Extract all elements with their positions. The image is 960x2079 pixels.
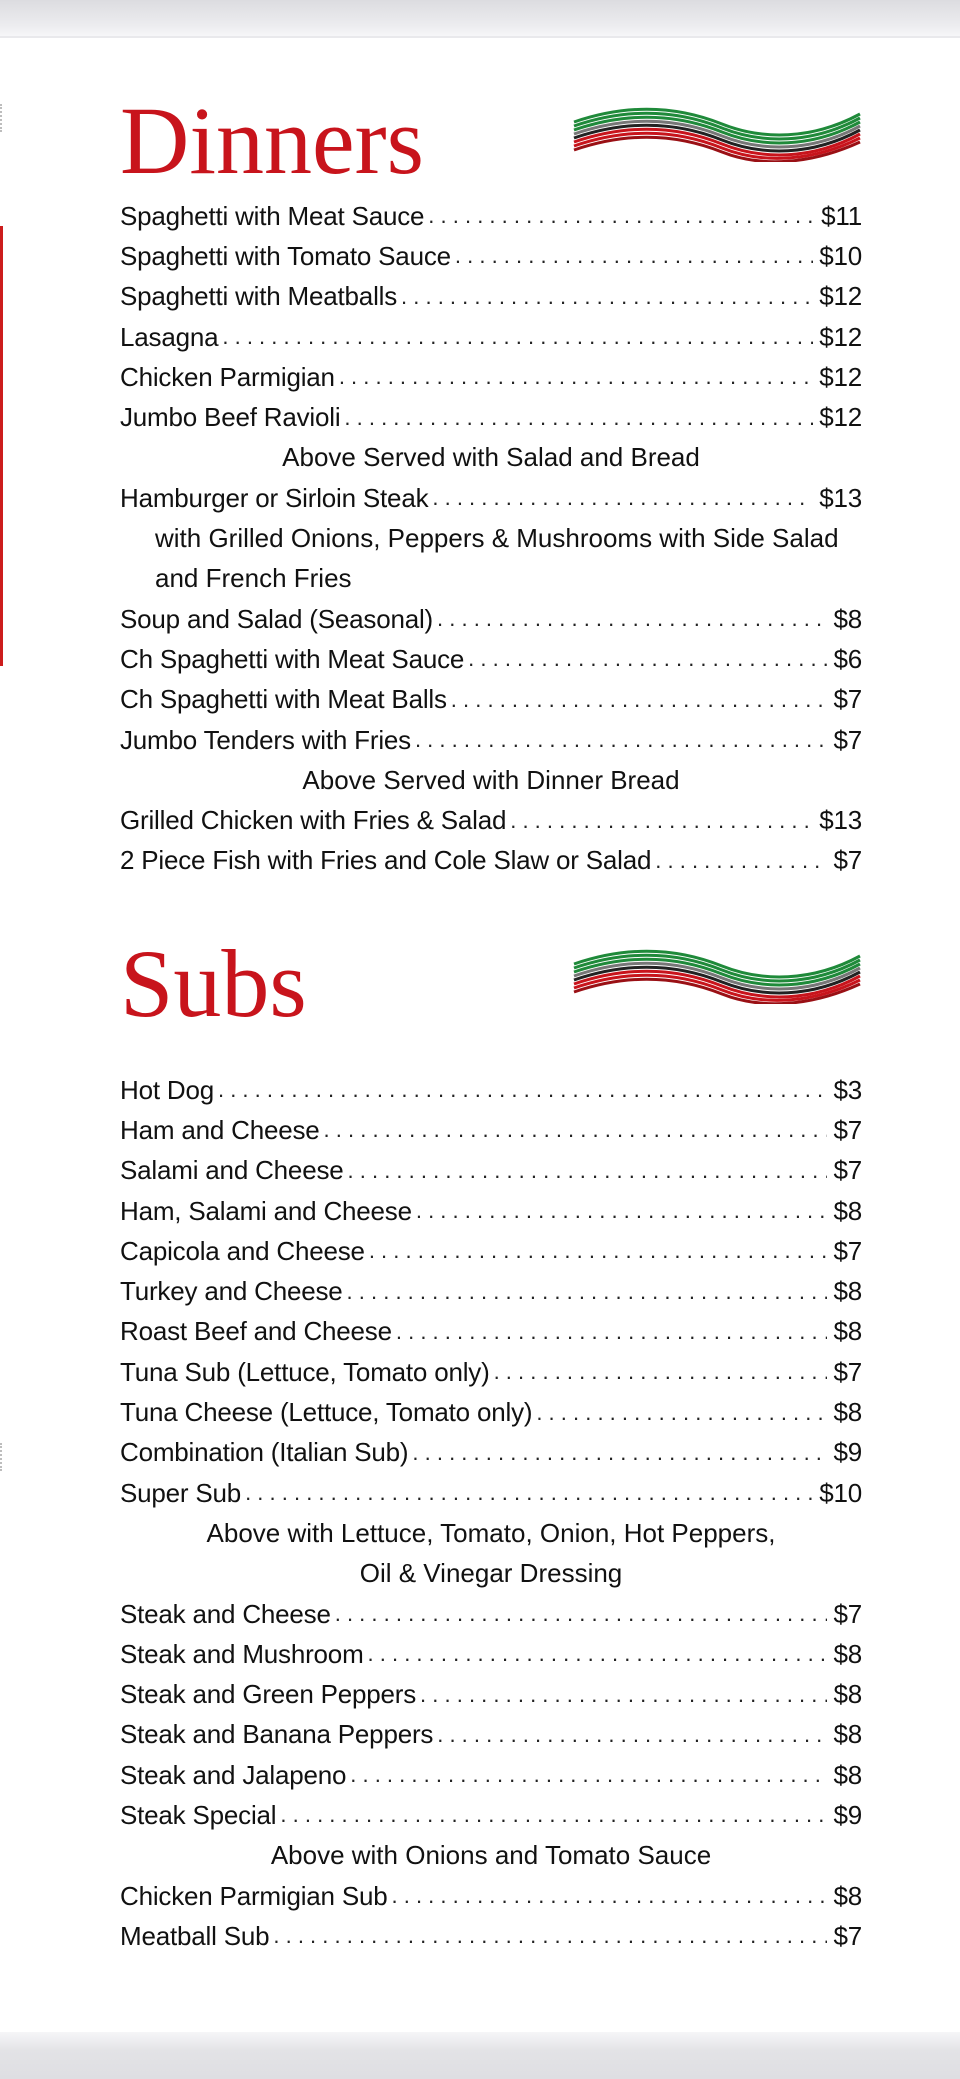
menu-item-price: $13 [819,482,862,513]
menu-item-row [120,1070,862,1110]
dot-leader [392,1883,828,1909]
menu-item-price: $8 [833,603,862,634]
menu-item-price: $12 [819,402,862,433]
menu-item-price: $12 [819,361,862,392]
menu-item-name: Hamburger or Sirloin Steak [120,482,429,513]
menu-item-name: Grilled Chicken with Fries & Salad [120,805,507,836]
menu-item-name: Spaghetti with Meatballs [120,281,398,312]
menu-item-price: $8 [833,1759,862,1790]
menu-item-row [120,720,862,760]
italian-flag-wave-icon [572,942,862,1004]
menu-item-name: Roast Beef and Cheese [120,1316,392,1347]
dot-leader [451,687,828,713]
italian-flag-wave-icon [572,100,862,162]
menu-item-row [120,277,862,317]
menu-item-price: $12 [819,281,862,312]
menu-item-row [120,1110,862,1150]
dot-leader [536,1400,827,1426]
dot-leader [416,1198,828,1224]
menu-item-price: $7 [833,1114,862,1145]
menu-item-row [120,1594,862,1634]
menu-page [0,38,960,2032]
dot-leader [455,243,813,269]
menu-item-row [120,1231,862,1271]
menu-item-name: Combination (Italian Sub) [120,1437,409,1468]
menu-item-name: Spaghetti with Tomato Sauce [120,240,451,271]
menu-item-price: $8 [833,1276,862,1307]
menu-item-row [120,1392,862,1432]
menu-item-row [120,357,862,397]
menu-item-price: $8 [833,1397,862,1428]
menu-item-name: Steak and Jalapeno [120,1759,347,1790]
menu-item-price: $7 [833,684,862,715]
menu-item-name: Steak and Mushroom [120,1638,364,1669]
menu-item-price: $6 [833,643,862,674]
dot-leader [396,1319,828,1345]
menu-item-name: Ham, Salami and Cheese [120,1195,412,1226]
menu-item-price: $8 [833,1316,862,1347]
bottom-chrome-bar [0,2032,960,2079]
menu-item-row [120,1755,862,1795]
menu-item-price: $7 [833,1356,862,1387]
menu-item-price: $8 [833,1719,862,1750]
menu-item-row [120,1312,862,1352]
menu-item-price: $7 [833,1920,862,1951]
menu-item-name: Ch Spaghetti with Meat Balls [120,684,447,715]
menu-item-name: Lasagna [120,321,219,352]
menu-item-name: Steak and Green Peppers [120,1679,417,1710]
menu-item-price: $7 [833,1155,862,1186]
dot-leader [245,1480,813,1506]
dot-leader [348,1158,828,1184]
menu-section-note: Above Served with Salad and Bread [282,442,700,473]
menu-item-price: $3 [833,1074,862,1105]
menu-item-name: Tuna Cheese (Lettuce, Tomato only) [120,1397,533,1428]
menu-item-price: $11 [821,200,862,231]
menu-item-row [120,236,862,276]
dot-leader [437,606,827,632]
menu-item-row [120,680,862,720]
dot-leader [432,485,813,511]
dot-leader [218,1077,827,1103]
dot-leader [415,727,828,753]
dot-leader [335,1601,828,1627]
page-edge-mark [0,1443,6,1471]
dot-leader [280,1802,827,1828]
dot-leader [222,324,813,350]
menu-item-row [120,639,862,679]
menu-item-name: Spaghetti with Meat Sauce [120,200,425,231]
menu-item-name: Jumbo Beef Ravioli [120,402,341,433]
menu-item-price: $9 [833,1799,862,1830]
menu-item-row [120,1715,862,1755]
subs-title: Subs [120,930,307,1037]
menu-item-row [120,599,862,639]
menu-item-row [120,1352,862,1392]
menu-item-price: $7 [833,1598,862,1629]
menu-item-row [120,841,862,881]
menu-item-name: Super Sub [120,1477,242,1508]
dot-leader [468,646,827,672]
menu-item-row [120,800,862,840]
menu-item-row [120,397,862,437]
menu-section-note: Oil & Vinegar Dressing [359,1558,623,1589]
menu-item-name: Tuna Sub (Lettuce, Tomato only) [120,1356,490,1387]
menu-item-row [120,1473,862,1513]
dinners-title: Dinners [120,87,424,194]
menu-section-note: Above with Lettuce, Tomato, Onion, Hot Peppers, [206,1517,776,1548]
menu-item-name: Capicola and Cheese [120,1235,365,1266]
top-chrome-bar [0,0,960,36]
menu-item-row [120,317,862,357]
menu-item-price: $10 [819,1477,862,1508]
menu-item-detail: with Grilled Onions, Peppers & Mushrooms with Side Salad [155,523,839,554]
menu-item-price: $8 [833,1638,862,1669]
dot-leader [369,1238,828,1264]
menu-item-name: Steak and Cheese [120,1598,331,1629]
menu-item-price: $13 [819,805,862,836]
dot-leader [428,203,815,229]
dinners-list [120,196,862,881]
menu-item-name: Ham and Cheese [120,1114,320,1145]
menu-item-name: Chicken Parmigian Sub [120,1880,388,1911]
page-edge-accent [0,226,3,666]
menu-section-note: Above with Onions and Tomato Sauce [270,1840,712,1871]
dot-leader [412,1440,827,1466]
menu-item-name: Ch Spaghetti with Meat Sauce [120,643,465,674]
menu-item-row [120,1674,862,1714]
menu-item-price: $7 [833,1235,862,1266]
menu-item-row [120,478,862,518]
page-edge-mark [0,104,6,132]
menu-item-name: Steak and Banana Peppers [120,1719,434,1750]
dot-leader [510,808,813,834]
dot-leader [437,1722,827,1748]
dot-leader [655,848,827,874]
menu-item-name: Hot Dog [120,1074,214,1105]
menu-item-price: $7 [833,845,862,876]
menu-item-row [120,1795,862,1835]
menu-item-row [120,1634,862,1674]
menu-item-name: Soup and Salad (Seasonal) [120,603,434,634]
menu-item-row [120,1876,862,1916]
menu-item-name: Salami and Cheese [120,1155,344,1186]
menu-item-row [120,1433,862,1473]
dot-leader [350,1762,827,1788]
menu-item-name: Jumbo Tenders with Fries [120,724,411,755]
menu-item-name: Turkey and Cheese [120,1276,343,1307]
menu-item-name: Meatball Sub [120,1920,270,1951]
dot-leader [401,284,813,310]
menu-item-price: $9 [833,1437,862,1468]
menu-item-row [120,1916,862,1956]
dot-leader [339,364,813,390]
menu-item-price: $7 [833,724,862,755]
menu-item-name: 2 Piece Fish with Fries and Cole Slaw or Salad [120,845,652,876]
dot-leader [494,1359,828,1385]
menu-item-row [120,196,862,236]
menu-item-price: $8 [833,1679,862,1710]
menu-item-row [120,1271,862,1311]
menu-section-note: Above Served with Dinner Bread [302,764,680,795]
dot-leader [344,405,813,431]
dot-leader [347,1279,828,1305]
subs-list [120,1070,862,1957]
menu-item-price: $8 [833,1880,862,1911]
menu-item-row [120,1151,862,1191]
dot-leader [324,1117,828,1143]
menu-item-name: Steak Special [120,1799,277,1830]
menu-item-name: Chicken Parmigian [120,361,335,392]
dot-leader [273,1923,827,1949]
dot-leader [368,1641,828,1667]
menu-item-price: $12 [819,321,862,352]
menu-item-detail: and French Fries [155,563,352,594]
menu-item-row [120,1191,862,1231]
menu-item-price: $10 [819,240,862,271]
menu-item-price: $8 [833,1195,862,1226]
dot-leader [420,1682,827,1708]
